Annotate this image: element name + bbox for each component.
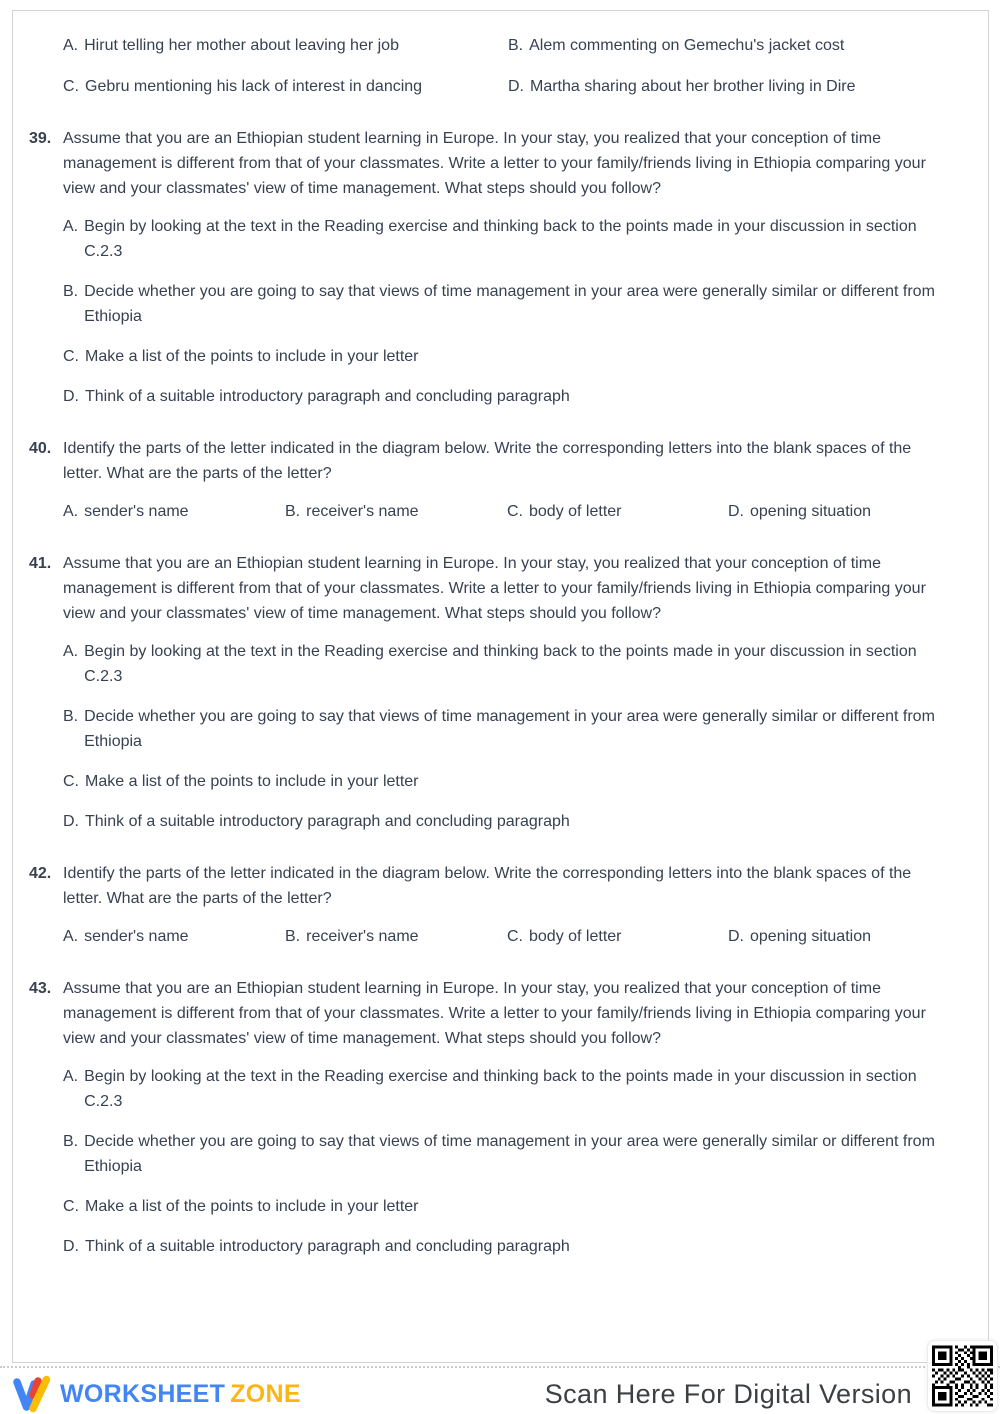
option-letter: A. [63,218,79,235]
logo-wordmark [60,1380,301,1409]
question-39 [29,126,944,409]
option-text: Think of a suitable introductory paragraph and concluding paragraph [85,1238,570,1255]
qr-code [927,1340,998,1412]
option-text: Alem commenting on Gemechu's jacket cost [529,37,845,54]
option-letter: D. [63,1238,79,1255]
scan-here-text: Scan Here For Digital Version [544,1378,912,1409]
logo-w-icon [12,1374,54,1414]
question-text: Assume that you are an Ethiopian student learning in Europe. In your stay, you realized that your conception of time management is different from that of your classmates. Write a letter to your family/friends living in Ethiopia comparing your view and your classmates' view of time management. What steps should you follow? [63,980,926,1047]
qr-code-pattern [932,1345,993,1407]
option-text: Think of a suitable introductory paragraph and concluding paragraph [85,813,570,830]
answer-option [63,279,944,329]
answer-option [63,704,944,754]
answer-option [508,33,944,58]
answer-option [63,1064,944,1114]
option-letter: B. [508,37,524,54]
question-text: Assume that you are an Ethiopian student learning in Europe. In your stay, you realized that your conception of time management is different from that of your classmates. Write a letter to your family/friends living in Ethiopia comparing your view and your classmates' view of time management. What steps should you follow? [63,130,926,197]
option-letter: A. [63,37,79,54]
option-text: Decide whether you are going to say that views of time management in your area were generally similar or different from Ethiopia [84,1133,935,1175]
option-letter: D. [728,928,744,945]
question-42 [29,861,944,949]
question-40-options [63,499,944,524]
option-letter: B. [63,708,79,725]
answer-option [507,924,728,949]
page-footer [0,1366,1000,1414]
question-43-options [63,1064,944,1259]
question-number: 39. [29,130,52,147]
question-number: 41. [29,555,52,572]
answer-option [63,1194,944,1219]
option-letter: C. [507,928,523,945]
logo-text-worksheet: WORKSHEET [60,1379,226,1408]
answer-option [285,924,507,949]
option-text: Decide whether you are going to say that views of time management in your area were generally similar or different from Ethiopia [84,283,935,325]
answer-option [63,344,944,369]
answer-option [63,809,944,834]
option-text: Decide whether you are going to say that views of time management in your area were generally similar or different from Ethiopia [84,708,935,750]
option-letter: A. [63,503,79,520]
option-letter: D. [63,813,79,830]
option-text: body of letter [529,503,622,520]
option-text: Begin by looking at the text in the Reading exercise and thinking back to the points made in your discussion in section C.2.3 [84,218,917,260]
option-letter: C. [63,78,79,95]
answer-option [728,499,944,524]
question-number: 43. [29,980,52,997]
answer-option [63,384,944,409]
answer-option [63,1234,944,1259]
option-letter: C. [63,1198,79,1215]
previous-question-options [63,33,944,99]
logo-text-zone: ZONE [230,1379,301,1408]
option-text: Gebru mentioning his lack of interest in dancing [85,78,423,95]
question-text: Identify the parts of the letter indicated in the diagram below. Write the corresponding letters into the blank spaces of the letter. What are the parts of the letter? [63,865,912,907]
answer-option [63,769,944,794]
question-42-options [63,924,944,949]
question-text: Identify the parts of the letter indicated in the diagram below. Write the corresponding letters into the blank spaces of the letter. What are the parts of the letter? [63,440,912,482]
question-number: 40. [29,440,52,457]
question-text: Assume that you are an Ethiopian student learning in Europe. In your stay, you realized that your conception of time management is different from that of your classmates. Write a letter to your family/friends living in Ethiopia comparing your view and your classmates' view of time management. What steps should you follow? [63,555,926,622]
option-letter: C. [63,348,79,365]
option-text: Make a list of the points to include in your letter [85,348,419,365]
question-number: 42. [29,865,52,882]
option-text: Think of a suitable introductory paragraph and concluding paragraph [85,388,570,405]
option-text: Begin by looking at the text in the Reading exercise and thinking back to the points made in your discussion in section C.2.3 [84,643,917,685]
question-41-options [63,639,944,834]
answer-option [63,214,944,264]
answer-option [507,499,728,524]
answer-option [508,74,944,99]
option-text: receiver's name [306,928,419,945]
option-text: Hirut telling her mother about leaving her job [84,37,399,54]
option-text: opening situation [750,503,871,520]
option-text: sender's name [84,503,189,520]
option-letter: D. [63,388,79,405]
option-letter: A. [63,928,79,945]
option-letter: B. [285,503,301,520]
option-letter: C. [63,773,79,790]
option-text: Martha sharing about her brother living in Dire [530,78,856,95]
option-letter: C. [507,503,523,520]
option-letter: B. [63,283,79,300]
question-43 [29,976,944,1259]
worksheet-content-box [12,10,989,1363]
answer-option [63,1129,944,1179]
answer-option [728,924,944,949]
question-39-options [63,214,944,409]
option-text: Begin by looking at the text in the Reading exercise and thinking back to the points made in your discussion in section C.2.3 [84,1068,917,1110]
option-letter: B. [285,928,301,945]
option-letter: A. [63,643,79,660]
option-text: Make a list of the points to include in your letter [85,773,419,790]
question-41 [29,551,944,834]
answer-option [63,499,285,524]
option-letter: B. [63,1133,79,1150]
option-letter: A. [63,1068,79,1085]
option-text: Make a list of the points to include in your letter [85,1198,419,1215]
answer-option [63,33,508,58]
option-text: opening situation [750,928,871,945]
answer-option [63,639,944,689]
answer-option [63,74,508,99]
option-letter: D. [728,503,744,520]
answer-option [63,924,285,949]
question-40 [29,436,944,524]
worksheetzone-logo [12,1374,301,1414]
option-text: sender's name [84,928,189,945]
option-text: receiver's name [306,503,419,520]
answer-option [285,499,507,524]
option-text: body of letter [529,928,622,945]
option-letter: D. [508,78,524,95]
